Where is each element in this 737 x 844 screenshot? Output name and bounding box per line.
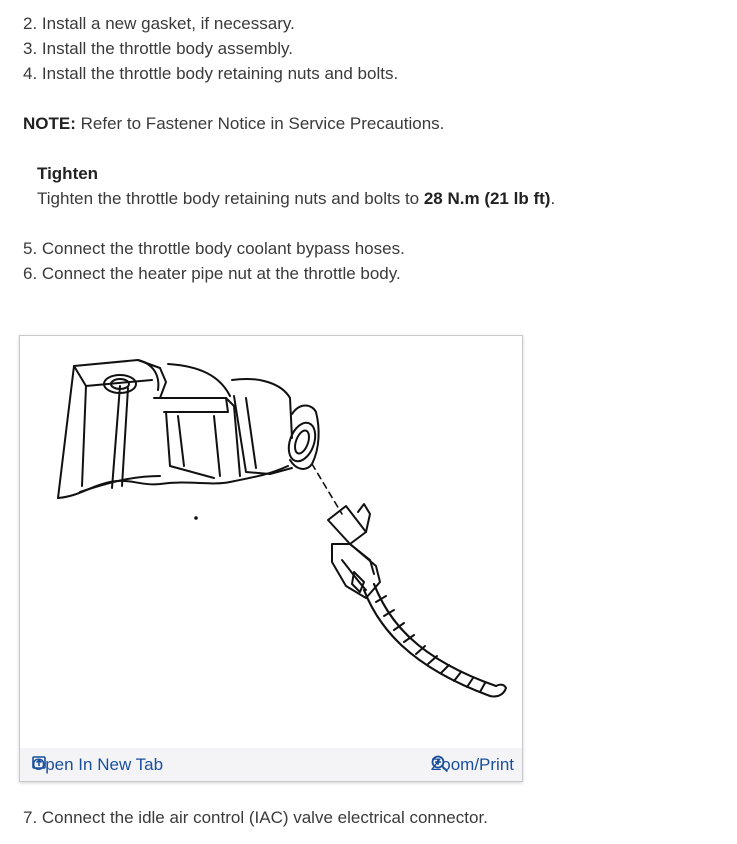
step-5: 5. Connect the throttle body coolant bypass hoses.	[23, 239, 405, 258]
tighten-heading: Tighten	[37, 164, 99, 183]
open-in-new-tab-button[interactable]	[32, 755, 163, 775]
step-2: 2. Install a new gasket, if necessary.	[23, 14, 295, 33]
step-6: 6. Connect the heater pipe nut at the throttle body.	[23, 264, 401, 283]
open-in-new-tab-icon	[32, 755, 46, 769]
zoom-print-label: Zoom/Print	[430, 755, 514, 774]
note	[23, 114, 444, 134]
figure-toolbar	[20, 748, 522, 781]
tighten-text: Tighten the throttle body retaining nuts and bolts to	[37, 189, 424, 208]
step-3: 3. Install the throttle body assembly.	[23, 39, 293, 58]
torque-value: 28 N.m (21 lb ft)	[423, 189, 551, 208]
magnifier-plus-icon	[431, 755, 449, 773]
open-in-new-tab-label: Open In New Tab	[32, 755, 164, 774]
tighten-spec: Tighten the throttle body retaining nuts and bolts to 28 N.m (21 lb ft).	[37, 189, 556, 208]
note-label: NOTE:	[23, 114, 76, 133]
step-4: 4. Install the throttle body retaining nuts and bolts.	[23, 64, 399, 83]
note-text: Refer to Fastener Notice in Service Precautions.	[75, 114, 445, 133]
zoom-print-button[interactable]	[431, 755, 514, 775]
figure-card	[19, 335, 523, 782]
iac-connector-illustration	[20, 336, 522, 748]
step-7: 7. Connect the idle air control (IAC) valve electrical connector.	[23, 808, 488, 827]
